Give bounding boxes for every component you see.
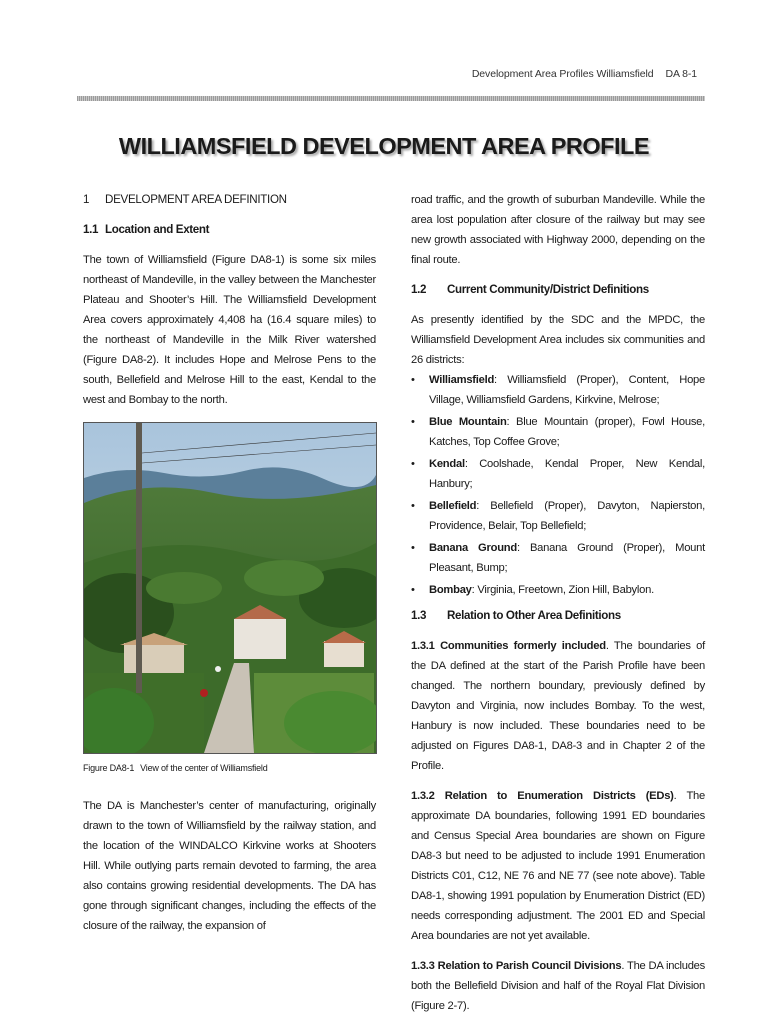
right-column (411, 190, 705, 1016)
enumeration-districts-paragraph: 1.3.2 Relation to Enumeration Districts (EDs). The approximate DA boundaries, following 1991 ED boundaries and Census Special Area boundaries are shown on Figure DA8-3 but need to be adjusted to include 1991 Enumeration Districts C01, C12, NE 76 and NE 77 (see note above). Table DA8-1, showing 1991 population by Enumeration District (ED) needs corresponding adjustment. The 2001 ED and Special Area boundaries are not yet available. (411, 790, 705, 942)
left-column (83, 190, 376, 936)
section-number: 1 (83, 193, 90, 206)
running-title: Development Area Profiles Williamsfield (471, 68, 654, 80)
communities-intro: As presently identified by the SDC and the MPDC, the Williamsfield Development Area includes six communities and 26 districts: (411, 314, 705, 366)
parish-council-paragraph: 1.3.3 Relation to Parish Council Divisions. The DA includes both the Bellefield Division and half of the Royal Flat Division (Figure 2-7). (411, 960, 706, 1012)
section-1-1-heading (83, 220, 376, 240)
subsection-heading: 1.3.2 Relation to Enumeration Districts (EDs) (411, 790, 674, 802)
page-number: DA 8-1 (665, 68, 697, 80)
section-title: Current Community/District Definitions (447, 283, 649, 296)
community-list (411, 370, 705, 600)
section-number: 1.1 (83, 223, 99, 236)
section-1-heading (83, 190, 376, 210)
williamsfield-photo (83, 422, 377, 754)
list-item: • Kendal: Coolshade, Kendal Proper, New Kendal, Hanbury; (411, 458, 705, 490)
list-item: • Bombay: Virginia, Freetown, Zion Hill, Babylon. (411, 584, 654, 596)
section-title: DEVELOPMENT AREA DEFINITION (105, 193, 287, 206)
location-paragraph: The town of Williamsfield (Figure DA8-1) is some six miles northeast of Mandeville, in the valley between the Manchester Plateau and Shooter’s Hill. The Williamsfield Development Area covers approximately 4,408 ha (16.4 square miles) to the northeast of Mandeville in the Milk River watershed (Figure DA8-2). It includes Hope and Melrose Pens to the south, Bellefield and Melrose Hill to the east, Kendal to the west and Bombay to the north. (83, 254, 376, 406)
list-item: • Banana Ground: Banana Ground (Proper), Mount Pleasant, Bump; (411, 542, 705, 574)
page-title: WILLIAMSFIELD DEVELOPMENT AREA PROFILE (118, 133, 650, 159)
figure-caption-text: View of the center of Williamsfield (140, 763, 268, 773)
list-item: • Blue Mountain: Blue Mountain (proper), Fowl House, Katches, Top Coffee Grove; (411, 416, 705, 448)
list-item: • Bellefield: Bellefield (Proper), Davyton, Napierston, Providence, Belair, Top Bellefield; (411, 500, 705, 532)
section-1-3-heading (411, 606, 705, 626)
section-number: 1.2 (411, 283, 427, 296)
figure-caption (83, 758, 376, 778)
section-title: Relation to Other Area Definitions (447, 609, 621, 622)
figure-number: Figure DA8-1 (83, 763, 135, 773)
running-header (472, 68, 697, 80)
subsection-heading: 1.3.3 Relation to Parish Council Divisions (411, 960, 622, 972)
header-rule (77, 96, 705, 101)
center-paragraph: The DA is Manchester’s center of manufacturing, originally drawn to the town of Williamsfield by the railway station, and the location of the WINDALCO Kirkvine works at Shooters Hill. While outlying parts remain devoted to farming, the area also contains growing residential developments. The DA has gone through significant changes, including the effects of the closure of the railway, the expansion of (83, 800, 376, 932)
section-title: Location and Extent (105, 223, 210, 236)
continued-paragraph: road traffic, and the growth of suburban Mandeville. While the area lost population after closure of the railway but may see new growth associated with Highway 2000, depending on the final route. (411, 194, 705, 266)
section-number: 1.3 (411, 609, 427, 622)
list-item: • Williamsfield: Williamsfield (Proper), Content, Hope Village, Williamsfield Gardens, Kirkvine, Melrose; (411, 374, 705, 406)
communities-formerly-included-paragraph: 1.3.1 Communities formerly included. The boundaries of the DA defined at the start of the Parish Profile have been changed. The northern boundary, previously defined by Davyton and Virginia, now includes Bombay. To the west, Hanbury is now included. These boundaries need to be adjusted on Figures DA8-1, DA8-3 and in Chapter 2 of the Profile. (411, 640, 705, 772)
subsection-heading: 1.3.1 Communities formerly included (411, 640, 606, 652)
section-1-2-heading (411, 280, 705, 300)
